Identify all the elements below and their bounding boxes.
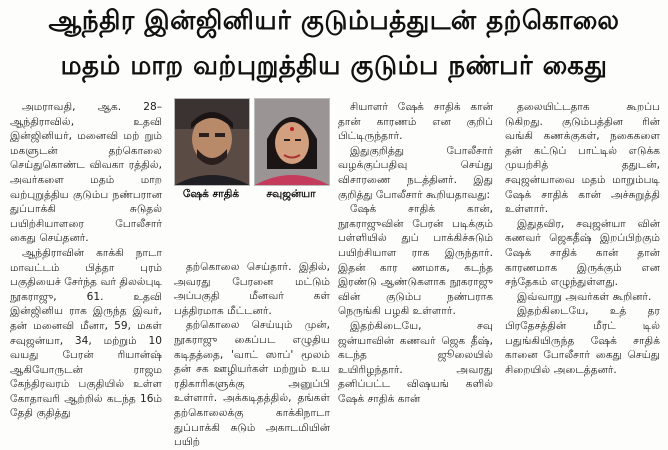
headline-line-1: ஆந்திர இன்ஜினியர் குடும்பத்துடன் தற்கொலை <box>48 6 620 36</box>
paragraph: இதுகுறித்து போலீசார் வழக்குப்பதிவு செய்து விசாரணை நடத்தினர். இது குறித்து போலீசார் கூறியதாவது: <box>338 144 493 201</box>
paragraph: சியாளர் ஷேக் சாதிக் கான் தான் காரணம் என குறிப் பிட்டிருந்தார். <box>338 101 493 143</box>
photo-shaik-sadiq <box>174 98 250 186</box>
paragraph: தற்கொலை செய்யும் முன், நூகராஜு கைப்பட எழுதிய கடிதத்தை, 'வாட் ஸாப்' மூலம் தன் சக ஊழியர்கள் மற்றும் உய ரதிகாரிகளுக்கு அனுப்பி உள்ளார். அக்கடிதத்தில், தங்கள் தற்கொலைக்கு காக்கிநாடா துப்பாக்கி சுடும் அகாடமியின் பயிற் <box>174 319 330 449</box>
paragraph: தற்கொலை செய்தார். இதில், அவரது பேரனை மட்டும் அப்பகுதி மீனவர் கள் பத்திரமாக மீட்டனர். <box>174 261 330 317</box>
article-column-1 <box>10 100 162 421</box>
photo-caption-left: ஷேக் சாதிக் <box>182 188 240 200</box>
headline-line-2: மதம் மாற வற்புறுத்திய குடும்ப நண்பர் கைது <box>60 51 608 81</box>
article-column-2 <box>174 260 330 450</box>
paragraph: இதற்கிடையே, உத் தர பிரதேசத்தின் மீரட் டில் பதுங்கியிருந்த ஷேக் சாதிக் கானை போலீசார் கைது செய்து சிறையில் அடைத்தனர். <box>505 305 660 376</box>
paragraph: இவ்வாறு அவர்கள் கூறினர். <box>517 290 652 303</box>
paragraph: தலையிட்டதாக கூறப்ப டுகிறது. குடும்பத்தின ரின் வங்கி கணக்குகள், நகைகளை தன் கட்டுப் பாட்டில் எடுக்க முயற்சித் ததுடன், சவுஜன்யாவை மதம் மாறும்படி ஷேக் சாதிக் கான் அச்சுறுத்தி உள்ளார். <box>505 101 660 216</box>
photo-caption-right: சவுஜன்யா <box>266 188 316 200</box>
article-column-4 <box>505 100 660 377</box>
paragraph: இதுதவிர, சவுஜன்யா வின் கணவர் ஜெகதீஷ் இறப்பிற்கும் ஷேக் சாதிக் கான் தான் காரணமாக இருக்கும் என சந்தேகம் எழுந்துள்ளது. <box>505 217 660 289</box>
paragraph: இதற்கிடையே, சவு ஜன்யாவின் கணவர் ஜெக தீஷ், கடந்த ஜூலையில் உயிரிழந்தார். அவரது தனிப்பட்ட விஷயங் களில் ஷேக் சாதிக் கான் <box>338 319 493 405</box>
paragraph: ஷேக் சாதிக் கான், நூகராஜுவின் பேரன் படிக்கும் பள்ளியில் துப் பாக்கிச்சுடும் பயிற்சியாள ராக இருந்தார். இதன் கார ணமாக, கடந்த இரண்டு ஆண்டுகளாக நூகராஜு வின் குடும்ப நண்பராக நெருங்கி பழகி உள்ளார். <box>338 203 493 318</box>
paragraph: ஆந்திராவின் காக்கி நாடா மாவட்டம் பித்தா புரம் பகுதியைச் சேர்ந்த வர் திலல்புடி நூகராஜு, 61. உதவி இன்ஜினிய ராக இருந்த இவர், தன் மனைவி மீனா, 59, மகள் சவுஜன்யா, 34, மற்றும் 10 வயது பேரன் ரியான்ஷ் ஆகியோருடன் ராஜம கேந்திரவரம் பகுதியில் உள்ள கோதாவரி ஆற்றில் கடந்த 16ம் தேதி குதித்து <box>10 246 162 420</box>
photo-saujanya <box>254 98 330 186</box>
article-column-3 <box>338 100 493 406</box>
paragraph: அமராவதி, ஆக. 28– ஆந்திராவில், உதவி இன்ஜினியர், மனைவி மற் றும் மகளுடன் தற்கொலை செய்துகொண்ட விவகா ரத்தில், அவர்களை மதம் மாற வற்புறுத்திய குடும்ப நண்பரான துப்பாக்கி சுடுதல் பயிற்சியாளரை போலீசார் கைது செய்தனர். <box>10 101 162 245</box>
